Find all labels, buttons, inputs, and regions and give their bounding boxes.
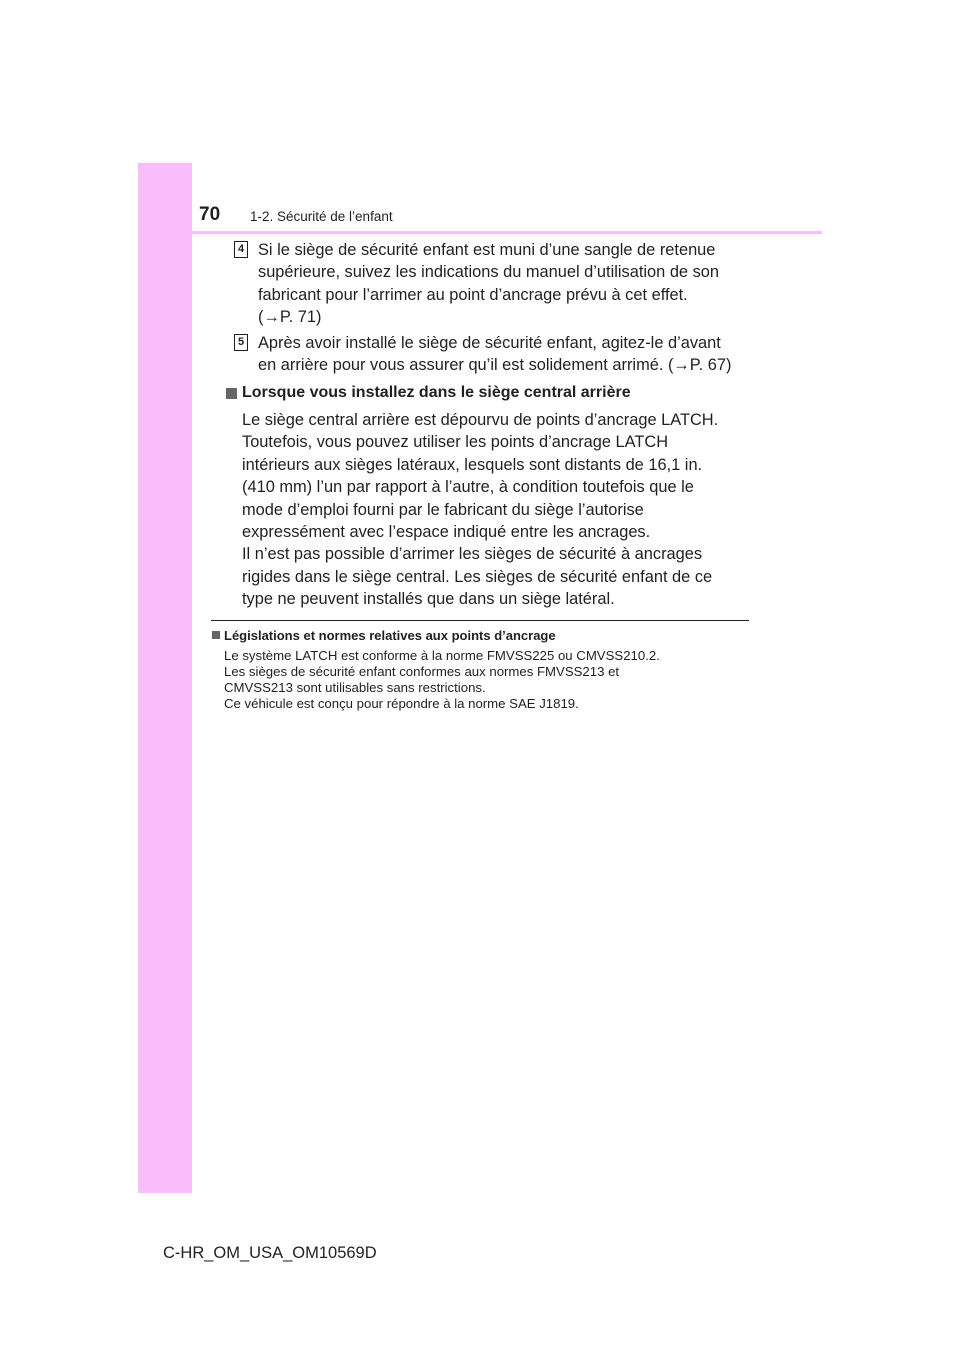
note-divider: [211, 620, 749, 621]
note-line: Ce véhicule est conçu pour répondre à la norme SAE J1819.: [224, 696, 579, 711]
central-seat-line: mode d’emploi fourni par le fabricant du siège l’autorise: [242, 500, 644, 519]
section-bullet-icon: [226, 388, 237, 399]
central-seat-line: rigides dans le siège central. Les sièges de sécurité enfant de ce: [242, 567, 713, 586]
chapter-tab-band: [138, 163, 192, 1193]
central-seat-line: expressément avec l’espace indiqué entre les ancrages.: [242, 523, 651, 542]
page-reference-71: (→P. 71): [258, 308, 322, 327]
step-5-line: en arrière pour vous assurer qu’il est solidement arrimé. (→P. 67): [258, 356, 732, 375]
note-heading: Législations et normes relatives aux points d’ancrage: [224, 628, 556, 643]
central-seat-line: Il n’est pas possible d’arrimer les sièges de sécurité à ancrages: [242, 545, 703, 564]
step-4-line: supérieure, suivez les indications du manuel d’utilisation de son: [258, 263, 720, 282]
page-number: 70: [199, 204, 221, 225]
note-bullet-icon: [212, 631, 220, 639]
central-seat-line: (410 mm) l’un par rapport à l’autre, à condition toutefois que le: [242, 478, 694, 497]
central-seat-body: [242, 409, 744, 611]
document-code: C-HR_OM_USA_OM10569D: [163, 1244, 377, 1262]
step-4-line: fabricant pour l’arrimer au point d’ancrage prévu à cet effet.: [258, 285, 688, 304]
step-5-line: Après avoir installé le siège de sécurité enfant, agitez-le d’avant: [258, 334, 721, 352]
step-number-badge: 4: [234, 241, 248, 258]
section-title: 1-2. Sécurité de l’enfant: [250, 209, 393, 224]
central-seat-line: Toutefois, vous pouvez utiliser les points d’ancrage LATCH: [242, 433, 669, 452]
step-number-badge: 5: [234, 334, 248, 351]
central-seat-heading: Lorsque vous installez dans le siège central arrière: [242, 384, 631, 401]
central-seat-line: intérieurs aux sièges latéraux, lesquels sont distants de 16,1 in.: [242, 455, 703, 474]
central-seat-line: type ne peuvent installés que dans un siège latéral.: [242, 590, 615, 609]
header-rule: [192, 231, 822, 234]
step-4-line: Si le siège de sécurité enfant est muni d’une sangle de retenue: [258, 241, 716, 259]
note-line: Les sièges de sécurité enfant conformes aux normes FMVSS213 et: [224, 664, 620, 679]
step-4-text: [258, 239, 744, 329]
note-line: Le système LATCH est conforme à la norme FMVSS225 ou CMVSS210.2.: [224, 648, 660, 663]
central-seat-line: Le siège central arrière est dépourvu de points d’ancrage LATCH.: [242, 411, 719, 429]
note-body: [224, 648, 745, 712]
step-5-text: [258, 332, 744, 377]
note-line: CMVSS213 sont utilisables sans restrictions.: [224, 680, 486, 695]
